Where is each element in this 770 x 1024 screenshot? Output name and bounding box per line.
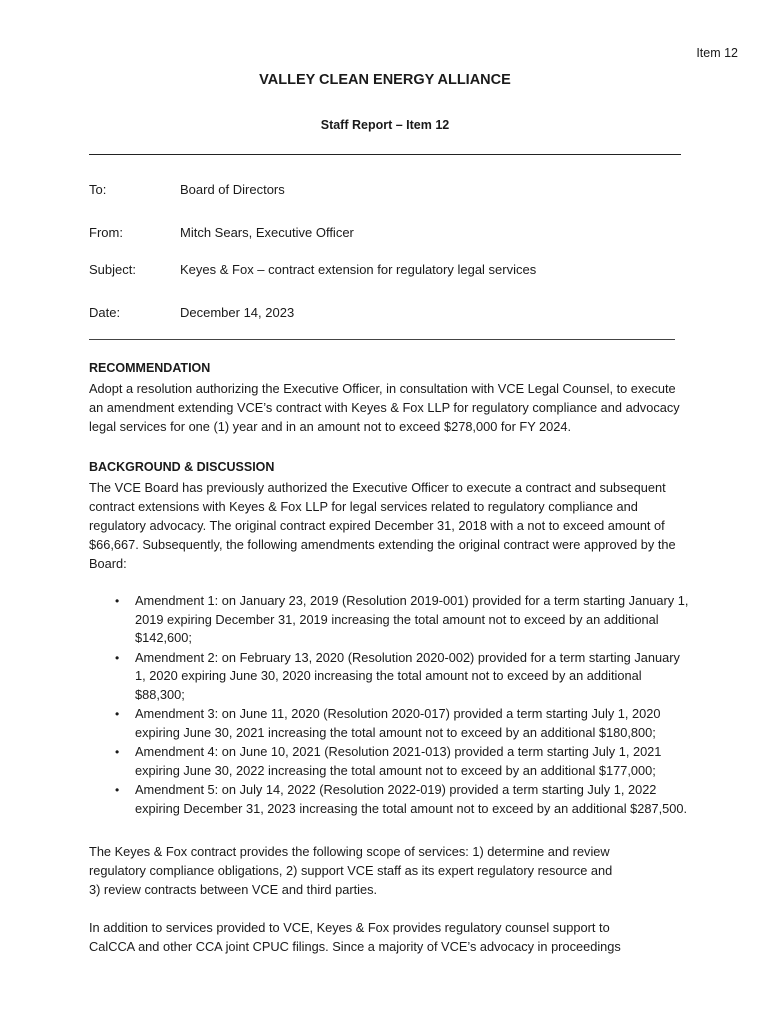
amendment-line: Amendment 1: on January 23, 2019 (Resolution 2019-001) provided for a term starting January 1, [135, 593, 689, 608]
date-value: December 14, 2023 [180, 305, 295, 320]
amendment-line: Amendment 2: on February 13, 2020 (Resolution 2020-002) provided for a term starting January [135, 649, 680, 665]
memo-divider [89, 339, 675, 340]
scope-line: regulatory compliance obligations, 2) support VCE staff as its expert regulatory resource and [89, 863, 613, 878]
amendment-line: Amendment 3: on June 11, 2020 (Resolution 2020-017) provided a term starting July 1, 2020 [135, 706, 661, 721]
report-title: Staff Report – Item 12 [320, 118, 450, 132]
recommendation-line: an amendment extending VCE’s contract with Keyes & Fox LLP for regulatory compliance and advocacy [89, 400, 680, 415]
calcca-paragraph [89, 918, 669, 956]
bullet-icon: • [115, 650, 120, 665]
amendment-line: expiring June 30, 2022 increasing the total amount not to exceed by an additional $177,000; [135, 762, 656, 778]
amendments-list [89, 592, 741, 819]
scope-line: The Keyes & Fox contract provides the following scope of services: 1) determine and review [89, 844, 610, 859]
to-value: Board of Directors [180, 182, 285, 197]
list-item [115, 705, 741, 742]
from-value: Mitch Sears, Executive Officer [180, 225, 354, 240]
background-line: $66,667. Subsequently, the following amendments extending the original contract were approved by the [89, 537, 676, 552]
amendment-line: expiring June 30, 2021 increasing the total amount not to exceed by an additional $180,800; [135, 724, 656, 740]
background-line: The VCE Board has previously authorized the Executive Officer to execute a contract and subsequent [89, 480, 666, 495]
list-item [115, 649, 741, 705]
bullet-icon: • [115, 707, 120, 721]
bullet-icon: • [115, 745, 120, 759]
header-divider [89, 154, 681, 155]
scope-paragraph [89, 842, 669, 899]
list-item [115, 592, 741, 648]
bullet-icon: • [115, 783, 120, 797]
list-item [115, 781, 741, 818]
background-paragraph [89, 478, 739, 573]
item-number-tag: Item 12 [696, 46, 738, 60]
background-line: regulatory advocacy. The original contract expired December 31, 2018 with a not to exceed amount of [89, 518, 665, 533]
subject-value: Keyes & Fox – contract extension for regulatory legal services [180, 262, 537, 277]
calcca-line: In addition to services provided to VCE, Keyes & Fox provides regulatory counsel support to [89, 920, 610, 935]
recommendation-paragraph [89, 379, 739, 436]
amendment-line: $142,600; [135, 630, 192, 645]
background-line: contract extensions with Keyes & Fox LLP for legal services related to regulatory compliance and [89, 499, 638, 514]
amendment-line: expiring December 31, 2023 increasing the total amount not to exceed by an additional $287,500. [135, 800, 688, 816]
amendment-line: Amendment 5: on July 14, 2022 (Resolution 2022-019) provided a term starting July 1, 2022 [135, 782, 657, 797]
date-label: Date: [89, 305, 121, 320]
amendment-line: 1, 2020 expiring June 30, 2020 increasing the total amount not to exceed by an additional [135, 668, 642, 683]
list-item [115, 743, 741, 780]
recommendation-heading: RECOMMENDATION [89, 361, 211, 375]
background-heading: BACKGROUND & DISCUSSION [89, 460, 275, 474]
to-label: To: [89, 182, 107, 197]
background-line: Board: [89, 556, 127, 571]
bullet-icon: • [115, 594, 120, 608]
recommendation-line: legal services for one (1) year and in an amount not to exceed $278,000 for FY 2024. [89, 419, 572, 434]
amendment-line: $88,300; [135, 686, 185, 702]
recommendation-line: Adopt a resolution authorizing the Executive Officer, in consultation with VCE Legal Counsel, to execute [89, 381, 676, 396]
from-label: From: [89, 225, 123, 240]
amendment-line: 2019 expiring December 31, 2019 increasing the total amount not to exceed by an additional [135, 611, 659, 627]
amendment-line: Amendment 4: on June 10, 2021 (Resolution 2021-013) provided a term starting July 1, 2021 [135, 744, 662, 759]
scope-line: 3) review contracts between VCE and third parties. [89, 882, 378, 897]
organization-name: VALLEY CLEAN ENERGY ALLIANCE [259, 72, 511, 88]
subject-label: Subject: [89, 262, 136, 277]
calcca-line: CalCCA and other CCA joint CPUC filings. Since a majority of VCE’s advocacy in proceedings [89, 939, 621, 954]
